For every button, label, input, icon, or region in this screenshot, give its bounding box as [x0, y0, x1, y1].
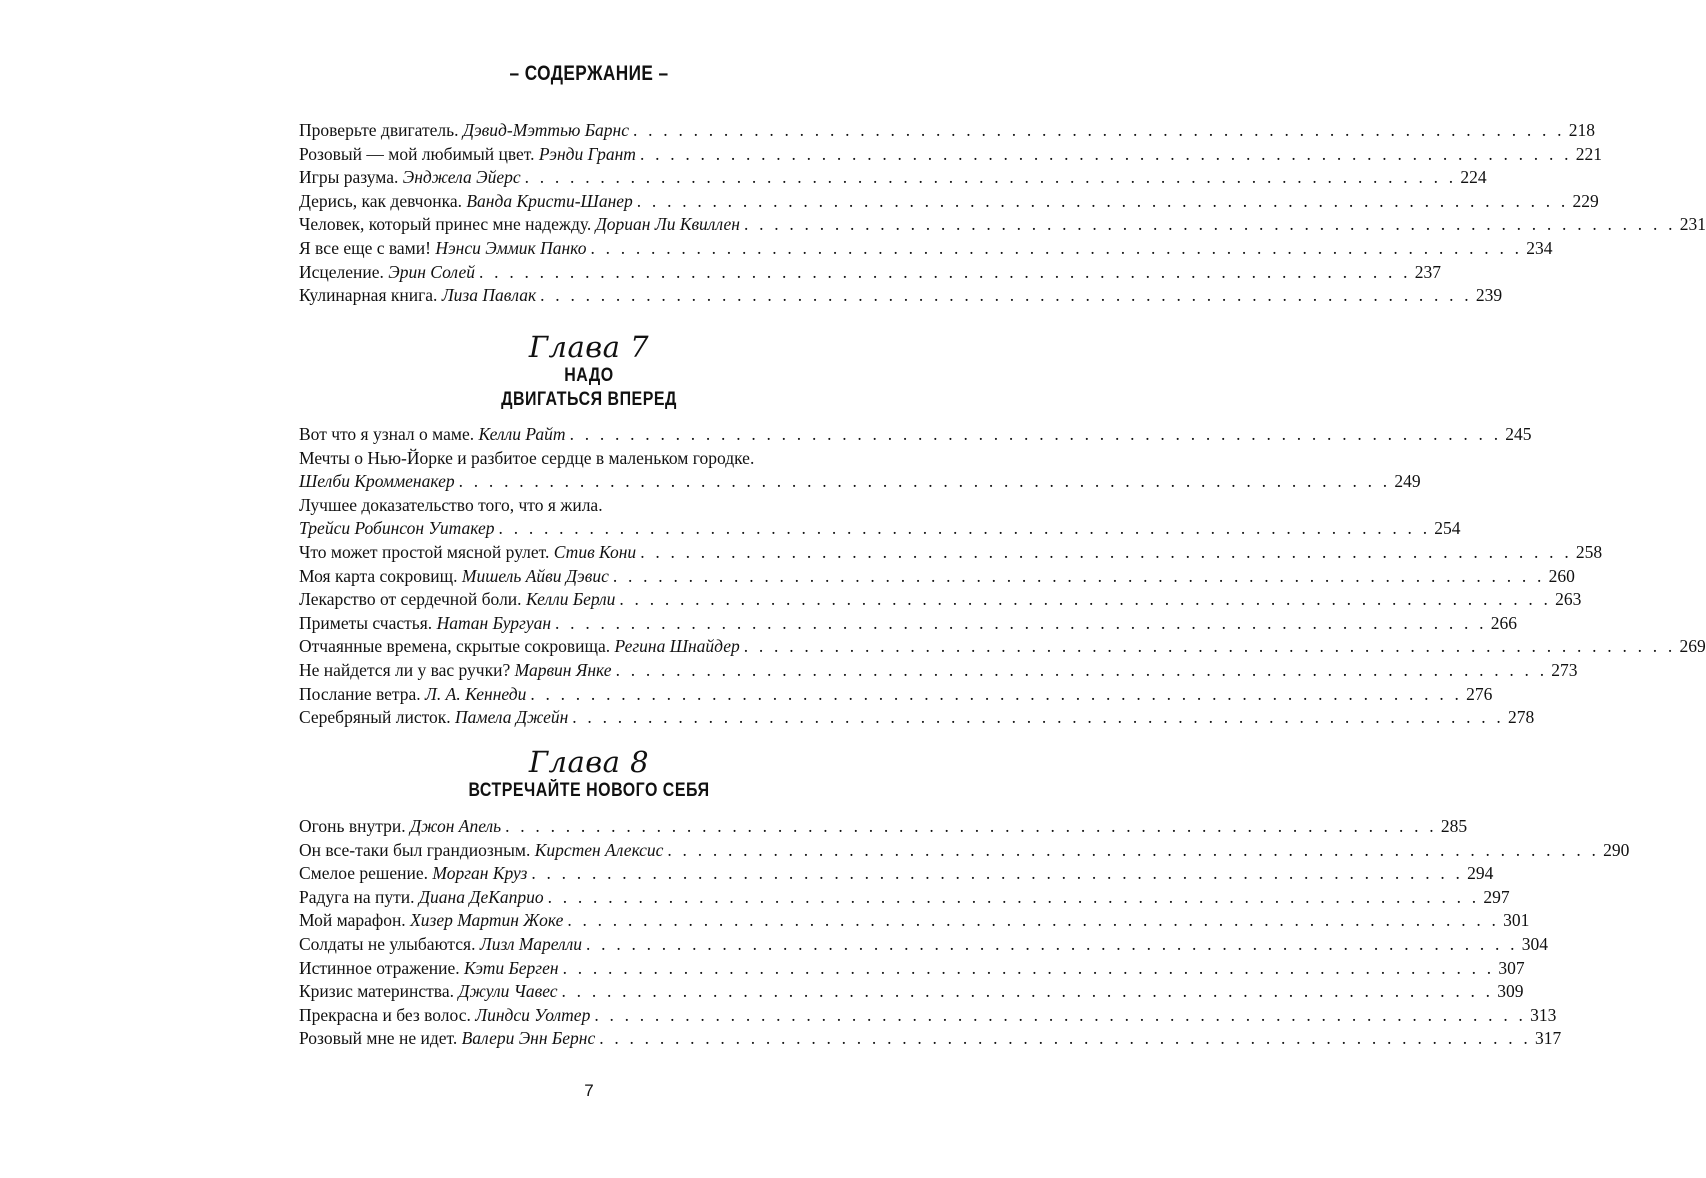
dot-leader: . . . . . . . . . . . . . . . . . . . . . . . . . . . . . . . . . . . . . . . . . . . . . . . . . . . . . . . . . . . . . .	[567, 910, 1500, 931]
entry-page-number: 269	[1679, 636, 1706, 657]
entry-page-number: 285	[1440, 816, 1468, 836]
toc-entry	[299, 886, 1510, 910]
toc-entry	[299, 261, 1441, 285]
entry-title: Огонь внутри.	[299, 816, 406, 836]
entry-author: Эрин Солей	[388, 261, 476, 282]
entry-line	[299, 494, 868, 518]
toc-entry	[299, 588, 1582, 612]
toc-entry	[299, 909, 1530, 933]
dot-leader: . . . . . . . . . . . . . . . . . . . . . . . . . . . . . . . . . . . . . . . . . . . . . . . . . . . . . . . . . . . . . .	[619, 589, 1552, 610]
entry-line	[299, 447, 868, 471]
entry-title: Дерись, как девчонка.	[299, 190, 462, 211]
entry-page-number: 266	[1490, 612, 1518, 633]
entry-page-number: 245	[1505, 424, 1532, 444]
page-title: – СОДЕРЖАНИЕ –	[509, 62, 669, 85]
entry-author: Стив Кони	[553, 541, 637, 562]
toc-list	[299, 119, 1706, 308]
entry-title: Розовый мне не идет.	[299, 1028, 458, 1049]
toc-entry	[299, 143, 1602, 167]
entry-line	[299, 541, 1603, 565]
entry-title: Истинное отражение.	[299, 957, 460, 978]
toc-list	[299, 815, 1630, 1051]
dot-leader: . . . . . . . . . . . . . . . . . . . . . . . . . . . . . . . . . . . . . . . . . . . . . . . . . . . . . . . . . . . . . .	[590, 237, 1523, 258]
entry-line	[299, 588, 1582, 612]
entry-author: Регина Шнайдер	[614, 636, 740, 657]
toc-entry	[299, 119, 1595, 143]
entry-page-number: 273	[1551, 659, 1578, 680]
entry-page-number: 239	[1475, 285, 1503, 306]
toc-list	[299, 423, 1706, 730]
entry-line	[299, 237, 1553, 261]
entry-title: Кулинарная книга.	[299, 285, 438, 306]
entry-title: Кризис материнства.	[299, 981, 454, 1002]
entry-title: Проверьте двигатель.	[299, 120, 459, 140]
entry-author: Дэвид-Мэттью Барнс	[462, 120, 629, 140]
entry-line	[299, 706, 1535, 730]
toc-entry	[299, 494, 1461, 541]
chapter-heading	[0, 330, 1178, 412]
entry-line	[299, 909, 1530, 933]
toc-entry	[299, 447, 1421, 494]
entry-author: Джули Чавес	[458, 981, 558, 1002]
entry-line	[299, 683, 1493, 707]
entry-line	[299, 1027, 1562, 1051]
entry-page-number: 234	[1526, 237, 1553, 258]
dot-leader: . . . . . . . . . . . . . . . . . . . . . . . . . . . . . . . . . . . . . . . . . . . . . . . . . . . . . . . . . . . . . .	[743, 214, 1676, 235]
entry-author: Кэти Берген	[464, 957, 559, 978]
dot-leader: . . . . . . . . . . . . . . . . . . . . . . . . . . . . . . . . . . . . . . . . . . . . . . . . . . . . . . . . . . . . . .	[505, 816, 1437, 836]
dot-leader: . . . . . . . . . . . . . . . . . . . . . . . . . . . . . . . . . . . . . . . . . . . . . . . . . . . . . . . . . . . . . .	[639, 143, 1572, 164]
entry-author: Джон Апель	[409, 816, 502, 836]
toc-entry	[299, 815, 1468, 839]
entry-author: Рэнди Грант	[538, 143, 636, 164]
entry-page-number: 249	[1394, 471, 1421, 492]
entry-line	[299, 815, 1468, 839]
entry-author: Натан Бургуан	[436, 612, 552, 633]
entry-page-number: 297	[1483, 886, 1510, 907]
dot-leader: . . . . . . . . . . . . . . . . . . . . . . . . . . . . . . . . . . . . . . . . . . . . . . . . . . . . . . . . . . . . . .	[458, 471, 1391, 492]
entry-title: Розовый — мой любимый цвет.	[299, 143, 535, 164]
entry-title: Что может простой мясной рулет.	[299, 541, 550, 562]
dot-leader: . . . . . . . . . . . . . . . . . . . . . . . . . . . . . . . . . . . . . . . . . . . . . . . . . . . . . . . . . . . . . .	[636, 190, 1569, 211]
entry-line	[299, 190, 1599, 214]
entry-author: Дориан Ли Квиллен	[595, 214, 740, 235]
entry-line	[299, 612, 1518, 636]
entry-page-number: 290	[1603, 839, 1630, 860]
dot-leader: . . . . . . . . . . . . . . . . . . . . . . . . . . . . . . . . . . . . . . . . . . . . . . . . . . . . . . . . . . . . . .	[640, 541, 1572, 562]
entry-page-number: 221	[1575, 143, 1602, 164]
entry-line	[299, 213, 1706, 237]
entry-title: Приметы счастья.	[299, 612, 433, 633]
entry-author: Марвин Янке	[514, 659, 612, 680]
entry-author: Кирстен Алексис	[534, 839, 664, 860]
entry-line	[299, 166, 1487, 190]
entry-author: Шелби Кромменакер	[299, 471, 455, 492]
entry-title: Моя карта сокровищ.	[299, 565, 458, 586]
entry-title: Послание ветра.	[299, 683, 421, 704]
dot-leader: . . . . . . . . . . . . . . . . . . . . . . . . . . . . . . . . . . . . . . . . . . . . . . . . . . . . . . . . . . . . . .	[531, 863, 1464, 884]
toc-entry	[299, 1027, 1562, 1051]
toc-entry	[299, 933, 1549, 957]
entry-author: Нэнси Эммик Панко	[435, 237, 587, 258]
dot-leader: . . . . . . . . . . . . . . . . . . . . . . . . . . . . . . . . . . . . . . . . . . . . . . . . . . . . . . . . . . . . . .	[667, 839, 1600, 860]
dot-leader: . . . . . . . . . . . . . . . . . . . . . . . . . . . . . . . . . . . . . . . . . . . . . . . . . . . . . . . . . . . . . .	[599, 1028, 1531, 1049]
entry-line	[299, 957, 1525, 981]
chapter-title-line: ВСТРЕЧАЙТЕ НОВОГО СЕБЯ	[468, 780, 710, 801]
entry-author: Мишель Айви Дэвис	[461, 565, 609, 586]
toc-entry	[299, 980, 1524, 1004]
entry-author: Трейси Робинсон Уитакер	[299, 518, 495, 539]
entry-line	[299, 423, 1532, 447]
entry-page-number: 224	[1460, 167, 1487, 188]
page-number: 7	[584, 1081, 594, 1100]
dot-leader: . . . . . . . . . . . . . . . . . . . . . . . . . . . . . . . . . . . . . . . . . . . . . . . . . . . . . . . . . . . . . .	[547, 886, 1480, 907]
toc-entry	[299, 683, 1493, 707]
dot-leader: . . . . . . . . . . . . . . . . . . . . . . . . . . . . . . . . . . . . . . . . . . . . . . . . . . . . . . . . . . . . . .	[569, 424, 1502, 444]
entry-page-number: 237	[1414, 261, 1441, 282]
entry-author: Морган Круз	[432, 863, 528, 884]
entry-title: Серебряный листок.	[299, 707, 451, 728]
entry-title: Он все-таки был грандиозным.	[299, 839, 531, 860]
entry-line	[299, 143, 1602, 167]
entry-author: Памела Джейн	[455, 707, 569, 728]
entry-line	[299, 517, 1461, 541]
entry-title: Мечты о Нью-Йорке и разбитое сердце в маленьком городке.	[299, 447, 755, 468]
toc-entry	[299, 659, 1578, 683]
entry-author: Келли Райт	[478, 424, 566, 444]
toc-entry	[299, 635, 1706, 659]
toc-entry	[299, 1004, 1557, 1028]
entry-title: Мой марафон.	[299, 910, 406, 931]
dot-leader: . . . . . . . . . . . . . . . . . . . . . . . . . . . . . . . . . . . . . . . . . . . . . . . . . . . . . . . . . . . . . .	[612, 565, 1545, 586]
entry-author: Диана ДеКаприо	[418, 886, 544, 907]
toc-entry	[299, 612, 1518, 636]
toc-entry	[299, 166, 1487, 190]
chapter-title-line: НАДО	[564, 365, 614, 386]
dot-leader: . . . . . . . . . . . . . . . . . . . . . . . . . . . . . . . . . . . . . . . . . . . . . . . . . . . . . . . . . . . . . .	[561, 981, 1494, 1002]
entry-title: Я все еще с вами!	[299, 237, 431, 258]
chapter-label: Глава 7	[528, 330, 650, 364]
entry-line	[299, 565, 1575, 589]
entry-line	[299, 261, 1441, 285]
entry-title: Вот что я узнал о маме.	[299, 424, 475, 444]
entry-author: Лиза Павлак	[441, 285, 537, 306]
entry-line	[299, 284, 1503, 308]
toc-entry	[299, 862, 1494, 886]
entry-author: Лизл Марелли	[479, 933, 583, 954]
dot-leader: . . . . . . . . . . . . . . . . . . . . . . . . . . . . . . . . . . . . . . . . . . . . . . . . . . . . . . . . . . . . . .	[555, 612, 1487, 633]
entry-line	[299, 886, 1510, 910]
dot-leader: . . . . . . . . . . . . . . . . . . . . . . . . . . . . . . . . . . . . . . . . . . . . . . . . . . . . . . . . . . . . . .	[562, 957, 1495, 978]
entry-page-number: 260	[1548, 565, 1575, 586]
entry-page-number: 229	[1572, 190, 1599, 211]
entry-author: Хизер Мартин Жоке	[410, 910, 564, 931]
entry-line	[299, 1004, 1557, 1028]
entry-title: Отчаянные времена, скрытые сокровища.	[299, 636, 611, 657]
chapter-label: Глава 8	[528, 745, 650, 779]
toc-entry	[299, 423, 1532, 447]
toc-entry	[299, 565, 1575, 589]
entry-line	[299, 470, 1421, 494]
entry-title: Солдаты не улыбаются.	[299, 933, 476, 954]
toc-entry	[299, 237, 1553, 261]
entry-title: Лучшее доказательство того, что я жила.	[299, 494, 603, 515]
entry-line	[299, 980, 1524, 1004]
entry-page-number: 278	[1508, 707, 1535, 728]
toc-entry	[299, 706, 1535, 730]
entry-title: Смелое решение.	[299, 863, 428, 884]
entry-title: Радуга на пути.	[299, 886, 415, 907]
entry-page-number: 258	[1575, 541, 1603, 562]
entry-page-number: 301	[1503, 910, 1530, 931]
entry-page-number: 263	[1555, 589, 1582, 610]
entry-page-number: 317	[1534, 1028, 1562, 1049]
entry-line	[299, 839, 1630, 863]
entry-page-number: 309	[1497, 981, 1524, 1002]
dot-leader: . . . . . . . . . . . . . . . . . . . . . . . . . . . . . . . . . . . . . . . . . . . . . . . . . . . . . . . . . . . . . .	[615, 659, 1548, 680]
entry-author: Линдси Уолтер	[475, 1004, 591, 1025]
entry-page-number: 307	[1498, 957, 1525, 978]
entry-line	[299, 862, 1494, 886]
entry-page-number: 276	[1466, 683, 1493, 704]
entry-page-number: 254	[1434, 518, 1461, 539]
entry-page-number: 313	[1530, 1004, 1557, 1025]
entry-title: Исцеление.	[299, 261, 384, 282]
entry-title: Человек, который принес мне надежду.	[299, 214, 592, 235]
entry-line	[299, 635, 1706, 659]
entry-title: Игры разума.	[299, 167, 399, 188]
toc-entry	[299, 839, 1630, 863]
entry-line	[299, 933, 1549, 957]
entry-author: Энджела Эйерс	[402, 167, 521, 188]
entry-page-number: 294	[1467, 863, 1494, 884]
entry-author: Ванда Кристи-Шанер	[466, 190, 633, 211]
entry-page-number: 218	[1568, 120, 1595, 140]
entry-title: Прекрасна и без волос.	[299, 1004, 471, 1025]
dot-leader: . . . . . . . . . . . . . . . . . . . . . . . . . . . . . . . . . . . . . . . . . . . . . . . . . . . . . . . . . . . . . .	[524, 167, 1457, 188]
dot-leader: . . . . . . . . . . . . . . . . . . . . . . . . . . . . . . . . . . . . . . . . . . . . . . . . . . . . . . . . . . . . . .	[540, 285, 1472, 306]
dot-leader: . . . . . . . . . . . . . . . . . . . . . . . . . . . . . . . . . . . . . . . . . . . . . . . . . . . . . . . . . . . . . .	[633, 120, 1565, 140]
dot-leader: . . . . . . . . . . . . . . . . . . . . . . . . . . . . . . . . . . . . . . . . . . . . . . . . . . . . . . . . . . . . . .	[572, 707, 1505, 728]
dot-leader: . . . . . . . . . . . . . . . . . . . . . . . . . . . . . . . . . . . . . . . . . . . . . . . . . . . . . . . . . . . . . .	[586, 933, 1518, 954]
entry-title: Лекарство от сердечной боли.	[299, 589, 522, 610]
entry-line	[299, 659, 1578, 683]
entry-author: Келли Берли	[525, 589, 616, 610]
dot-leader: . . . . . . . . . . . . . . . . . . . . . . . . . . . . . . . . . . . . . . . . . . . . . . . . . . . . . . . . . . . . . .	[743, 636, 1676, 657]
dot-leader: . . . . . . . . . . . . . . . . . . . . . . . . . . . . . . . . . . . . . . . . . . . . . . . . . . . . . . . . . . . . . .	[530, 683, 1463, 704]
toc-entry	[299, 190, 1599, 214]
toc-entry	[299, 541, 1603, 565]
chapter-heading	[0, 745, 1178, 803]
entry-page-number: 304	[1521, 933, 1549, 954]
toc-entry	[299, 213, 1706, 237]
dot-leader: . . . . . . . . . . . . . . . . . . . . . . . . . . . . . . . . . . . . . . . . . . . . . . . . . . . . . . . . . . . . . .	[498, 518, 1431, 539]
chapter-title-line: ДВИГАТЬСЯ ВПЕРЕД	[501, 389, 677, 410]
dot-leader: . . . . . . . . . . . . . . . . . . . . . . . . . . . . . . . . . . . . . . . . . . . . . . . . . . . . . . . . . . . . . .	[479, 261, 1411, 282]
toc-entry	[299, 284, 1503, 308]
entry-page-number: 231	[1679, 214, 1706, 235]
toc-entry	[299, 957, 1525, 981]
entry-author: Л. А. Кеннеди	[425, 683, 527, 704]
entry-author: Валери Энн Бернс	[461, 1028, 596, 1049]
dot-leader: . . . . . . . . . . . . . . . . . . . . . . . . . . . . . . . . . . . . . . . . . . . . . . . . . . . . . . . . . . . . . .	[594, 1004, 1527, 1025]
entry-title: Не найдется ли у вас ручки?	[299, 659, 511, 680]
entry-line	[299, 119, 1595, 143]
